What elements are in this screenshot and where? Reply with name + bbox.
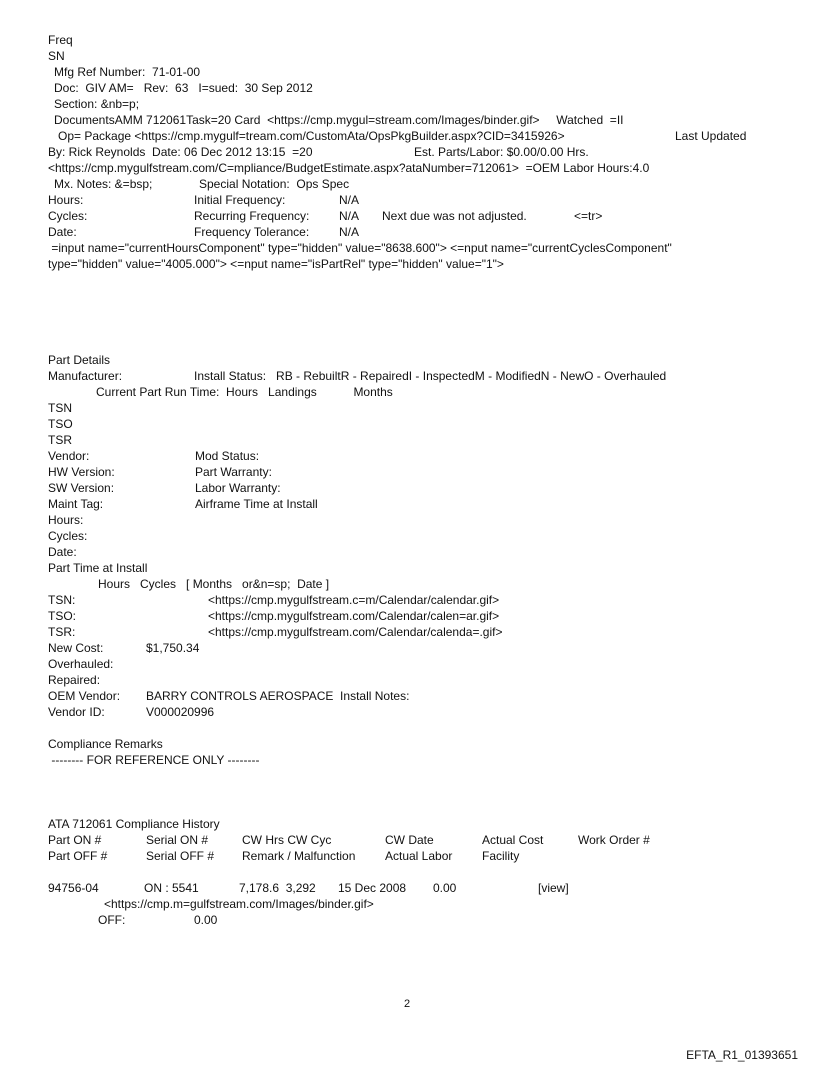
overhauled-label: Overhauled:	[48, 657, 114, 671]
col-remark: Remark / Malfunction	[242, 849, 356, 863]
col-serial-off: Serial OFF #	[146, 849, 215, 863]
manufacturer-label: Manufacturer:	[48, 369, 123, 383]
tr-tag: <=tr>	[574, 209, 603, 223]
part-time-at-install-label: Part Time at Install	[48, 561, 148, 575]
col-actual-cost: Actual Cost	[482, 833, 544, 847]
compliance-history-heading: ATA 712061 Compliance History	[48, 817, 220, 831]
history-row-date: 15 Dec 2008	[338, 881, 407, 895]
vendor-label: Vendor:	[48, 449, 90, 463]
tsn-label: TSN	[48, 401, 72, 415]
history-row-view-link[interactable]: [view]	[538, 881, 569, 895]
install-status-line: Install Status: RB - RebuiltR - RepairedI - InspectedM - ModifiedN - NewO - Overhauled	[194, 369, 667, 383]
history-row-hrs-cyc: 7,178.6 3,292	[239, 881, 316, 895]
frequency-tolerance-label: Frequency Tolerance:	[194, 225, 310, 239]
col-cw-date: CW Date	[385, 833, 434, 847]
install-tso-label: TSO:	[48, 609, 77, 623]
binder-link[interactable]: <https://cmp.m=gulfstream.com/Images/binder.gif>	[104, 897, 374, 911]
hidden-input-line-2: type="hidden" value="4005.000"> <=nput name="isPartRel" type="hidden" value="1">	[48, 257, 504, 271]
new-cost-value: $1,750.34	[146, 641, 200, 655]
frequency-tolerance-value: N/A	[339, 225, 360, 239]
reference-only-note: -------- FOR REFERENCE ONLY --------	[48, 753, 260, 767]
recurring-frequency-value: N/A	[339, 209, 360, 223]
part-time-columns: Hours Cycles [ Months or&n=sp; Date ]	[98, 577, 330, 591]
current-part-run-time: Current Part Run Time: Hours Landings Months	[96, 385, 393, 399]
airframe-cycles-label: Cycles:	[48, 529, 88, 543]
maint-tag-label: Maint Tag:	[48, 497, 104, 511]
freq-label: Freq	[48, 33, 73, 47]
tsn-calendar-link[interactable]: <https://cmp.mygulfstream.c=m/Calendar/calendar.gif>	[208, 593, 500, 607]
last-updated-label: Last Updated	[675, 129, 747, 143]
col-part-off: Part OFF #	[48, 849, 108, 863]
tsr-label: TSR	[48, 433, 72, 447]
budget-estimate-line: <https://cmp.mygulfstream.com/C=mpliance/BudgetEstimate.aspx?ataNumber=712061> =OEM Labor Hours:4.0	[48, 161, 650, 175]
compliance-remarks-heading: Compliance Remarks	[48, 737, 163, 751]
hours-label: Hours:	[48, 193, 84, 207]
install-tsr-label: TSR:	[48, 625, 76, 639]
airframe-date-label: Date:	[48, 545, 77, 559]
labor-warranty-label: Labor Warranty:	[195, 481, 281, 495]
next-due-note: Next due was not adjusted.	[382, 209, 527, 223]
cycles-label: Cycles:	[48, 209, 88, 223]
part-details-heading: Part Details	[48, 353, 111, 367]
history-row-serial: ON : 5541	[144, 881, 199, 895]
initial-frequency-value: N/A	[339, 193, 360, 207]
recurring-frequency-label: Recurring Frequency:	[194, 209, 310, 223]
hw-version-label: HW Version:	[48, 465, 115, 479]
airframe-time-label: Airframe Time at Install	[195, 497, 318, 511]
history-row-cost: 0.00	[433, 881, 457, 895]
sn-label: SN	[48, 49, 65, 63]
install-tsn-label: TSN:	[48, 593, 76, 607]
updated-by-line: By: Rick Reynolds Date: 06 Dec 2012 13:15 =20	[48, 145, 313, 159]
col-serial-on: Serial ON #	[146, 833, 209, 847]
est-parts-labor: Est. Parts/Labor: $0.00/0.00 Hrs.	[414, 145, 589, 159]
mx-notes-line: Mx. Notes: &=bsp;	[54, 177, 153, 191]
tsr-calendar-link[interactable]: <https://cmp.mygulfstream.com/Calendar/calenda=.gif>	[208, 625, 503, 639]
col-part-on: Part ON #	[48, 833, 102, 847]
hidden-input-line-1: =input name="currentHoursComponent" type="hidden" value="8638.600"> <=nput name="currentCyclesComponent"	[48, 241, 672, 255]
initial-frequency-label: Initial Frequency:	[194, 193, 286, 207]
col-work-order: Work Order #	[578, 833, 650, 847]
special-notation: Special Notation: Ops Spec	[199, 177, 350, 191]
date-label: Date:	[48, 225, 77, 239]
doc-line: Doc: GIV AM= Rev: 63 I=sued: 30 Sep 2012	[54, 81, 313, 95]
oem-vendor-label: OEM Vendor:	[48, 689, 121, 703]
col-facility: Facility	[482, 849, 520, 863]
section-line: Section: &nb=p;	[54, 97, 140, 111]
oem-vendor-value: BARRY CONTROLS AEROSPACE Install Notes:	[146, 689, 410, 703]
page-number: 2	[404, 998, 411, 1010]
col-cw-hrs-cyc: CW Hrs CW Cyc	[242, 833, 332, 847]
sw-version-label: SW Version:	[48, 481, 115, 495]
repaired-label: Repaired:	[48, 673, 101, 687]
history-row-part: 94756-04	[48, 881, 99, 895]
col-actual-labor: Actual Labor	[385, 849, 453, 863]
part-warranty-label: Part Warranty:	[195, 465, 272, 479]
off-label: OFF:	[98, 913, 126, 927]
tso-calendar-link[interactable]: <https://cmp.mygulfstream.com/Calendar/calen=ar.gif>	[208, 609, 500, 623]
footer-document-id: EFTA_R1_01393651	[686, 1048, 798, 1062]
vendor-id-value: V000020996	[146, 705, 215, 719]
ops-package-line: Op= Package <https://cmp.mygulf=tream.com/CustomAta/OpsPkgBuilder.aspx?CID=3415926>	[58, 129, 565, 143]
mod-status-label: Mod Status:	[195, 449, 260, 463]
mfg-ref-line: Mfg Ref Number: 71-01-00	[54, 65, 201, 79]
documents-line: DocumentsAMM 712061Task=20 Card <https://cmp.mygul=stream.com/Images/binder.gif> Watched =II	[54, 113, 624, 127]
vendor-id-label: Vendor ID:	[48, 705, 105, 719]
off-value: 0.00	[194, 913, 218, 927]
tso-label: TSO	[48, 417, 73, 431]
airframe-hours-label: Hours:	[48, 513, 84, 527]
new-cost-label: New Cost:	[48, 641, 104, 655]
